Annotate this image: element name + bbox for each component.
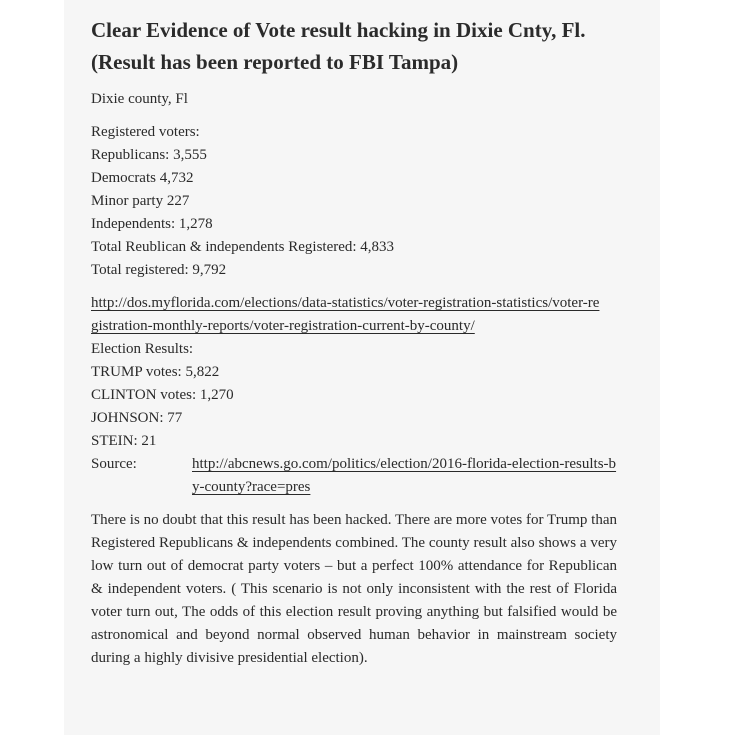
total-registered-count: Total registered: 9,792 — [91, 262, 227, 278]
source-label: Source: — [91, 456, 137, 472]
location-text: Dixie county, Fl — [91, 91, 188, 107]
democrats-count: Democrats 4,732 — [91, 170, 194, 186]
registered-voters-block — [91, 121, 660, 282]
minor-party-count: Minor party 227 — [91, 193, 190, 209]
independents-count: Independents: 1,278 — [91, 216, 213, 232]
clinton-votes: CLINTON votes: 1,270 — [91, 387, 234, 403]
article-title: Clear Evidence of Vote result hacking in Dixie Cnty, Fl. (Result has been reported to FBI Tampa) — [91, 18, 586, 74]
registered-heading: Registered voters: — [91, 124, 200, 140]
results-block — [91, 292, 660, 499]
johnson-votes: JOHNSON: 77 — [91, 410, 183, 426]
stein-votes: STEIN: 21 — [91, 433, 157, 449]
source-row — [91, 453, 621, 499]
results-source-link[interactable]: http://abcnews.go.com/politics/election/2016-florida-election-results-by-county?race=pres — [192, 456, 617, 495]
article-panel — [64, 0, 660, 735]
registration-source-link[interactable]: http://dos.myflorida.com/elections/data-statistics/voter-registration-statistics/voter-registration-monthly-reports/voter-registration-current-by-county/ — [91, 295, 600, 334]
total-rep-ind-count: Total Reublican & independents Registered: 4,833 — [91, 239, 395, 255]
results-heading: Election Results: — [91, 341, 194, 357]
republicans-count: Republicans: 3,555 — [91, 147, 207, 163]
trump-votes: TRUMP votes: 5,822 — [91, 364, 220, 380]
article-body: There is no doubt that this result has been hacked. There are more votes for Trump than Registered Republicans & independents combined. The county result also shows a very low turn out of democrat party voters – but a perfect 100% attendance for Republican & independent voters. ( This scenario is not only inconsistent with the rest of Florida voter turn out, The odds of this election result proving anything but falsified would be astronomical and beyond normal observed human behavior in mainstream society during a highly divisive presidential election). — [91, 512, 617, 666]
